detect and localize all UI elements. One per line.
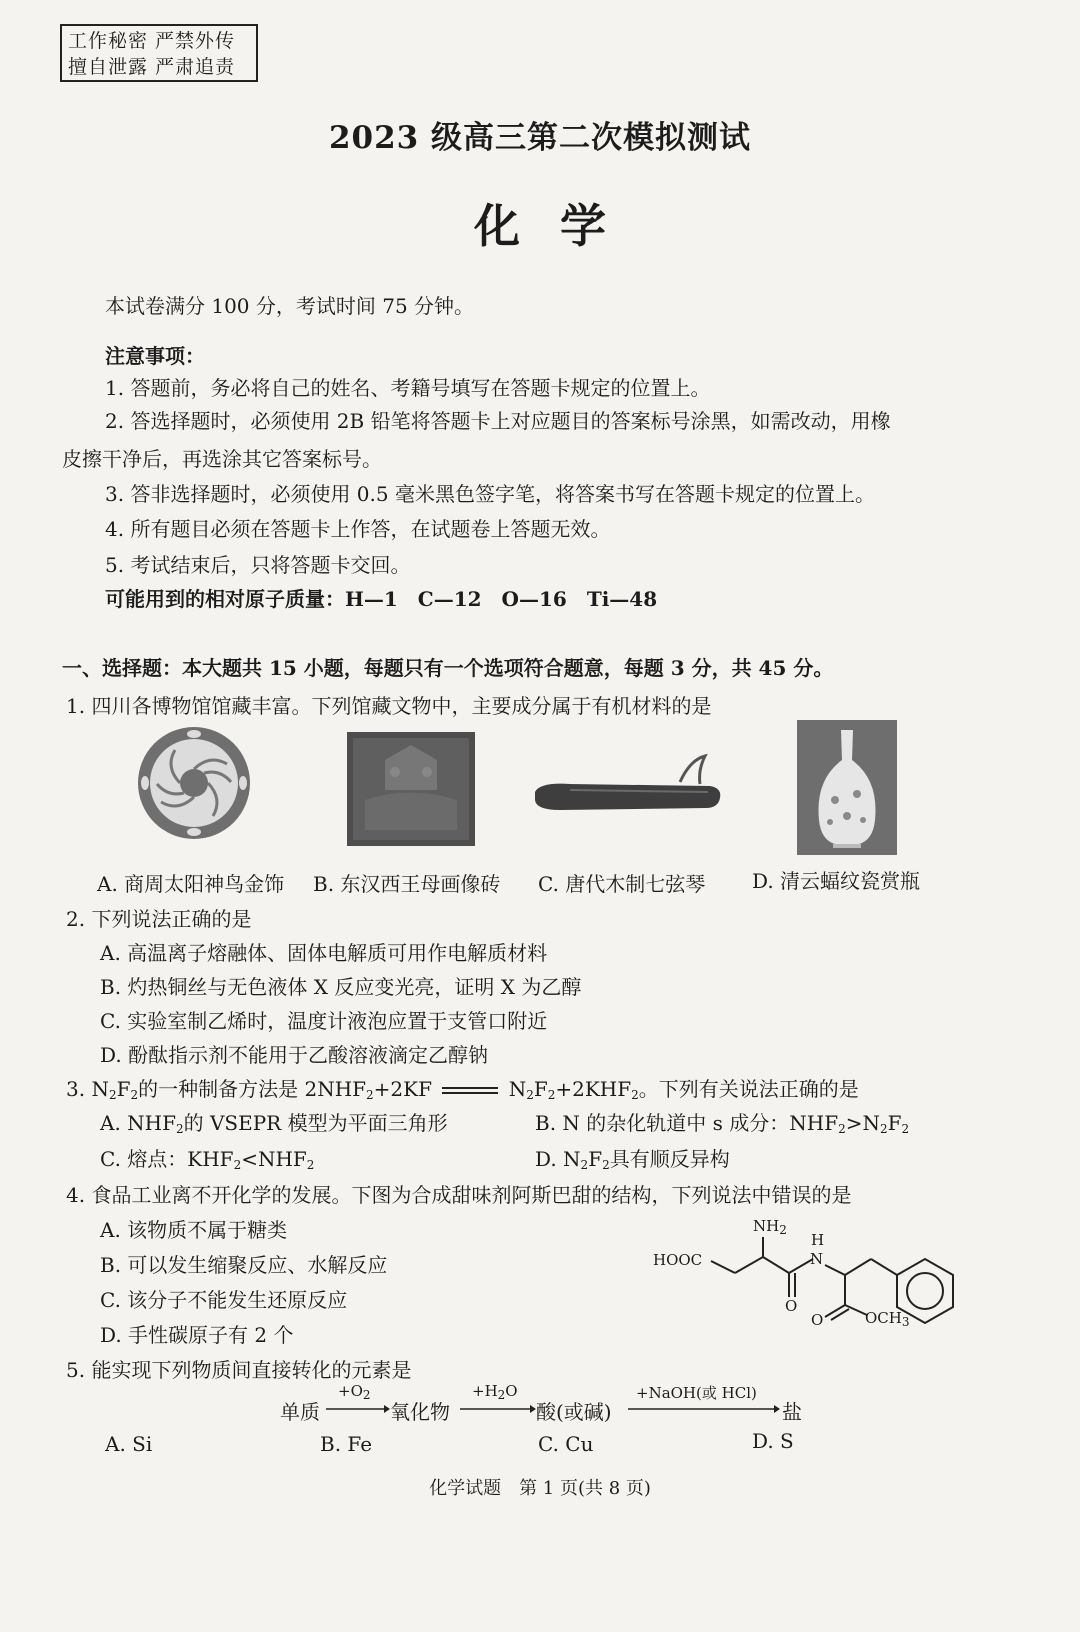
q3-option-d: D. $N_2F_2$具有顺反异构 [535, 1147, 730, 1172]
exam-info: 本试卷满分 100 分，考试时间 75 分钟。 [105, 294, 475, 318]
notice-3: 3. 答非选择题时，必须使用 0.5 毫米黑色签字笔，将答案书写在答题卡规定的位置上。 [105, 482, 875, 506]
arrow1-label: $+O_2$ [338, 1382, 371, 1402]
q5-option-b: B. Fe [320, 1432, 373, 1456]
och3-label: $OCH_3$ [865, 1309, 910, 1329]
q3-option-a: A. $NHF_2$的 VSEPR 模型为平面三角形 [100, 1111, 448, 1136]
q3-stem: 3. $N_2F_2$的一种制备方法是 $2NHF_2+2KF$ $N_2F_2+2KHF_2$。下列有关说法正确的是 [66, 1077, 859, 1102]
q3-option-c: C. 熔点：$KHF_2<NHF_2$ [100, 1147, 315, 1172]
q4-option-a: A. 该物质不属于糖类 [100, 1218, 288, 1242]
q4-option-b: B. 可以发生缩聚反应、水解反应 [100, 1253, 388, 1277]
q5-option-a: A. Si [105, 1432, 153, 1456]
stamp-line-1: 工作秘密 严禁外传 [68, 30, 236, 52]
stamp-line-2: 擅自泄露 严肃追责 [68, 56, 236, 78]
confidential-stamp [60, 24, 258, 82]
q3-option-b: B. N 的杂化轨道中 s 成分：$NHF_2>N_2F_2$ [535, 1111, 910, 1136]
carbonyl-o-label: O [785, 1297, 798, 1315]
arrow2-label: $+H_2O$ [472, 1382, 518, 1402]
brick-image [345, 730, 477, 848]
q2-stem: 2. 下列说法正确的是 [66, 907, 252, 931]
q5-option-d: D. S [752, 1429, 794, 1453]
q2-option-d: D. 酚酞指示剂不能用于乙酸溶液滴定乙醇钠 [100, 1043, 489, 1067]
chain-oxide: 氧化物 [390, 1400, 450, 1424]
hooc-label: HOOC [653, 1251, 703, 1269]
chain-salt: 盐 [782, 1400, 802, 1424]
arrow3 [628, 1404, 780, 1414]
n-label: N [810, 1250, 824, 1268]
q2-option-a: A. 高温离子熔融体、固体电解质可用作电解质材料 [100, 941, 548, 965]
ester-o-label: O [811, 1311, 824, 1329]
chain-elemental: 单质 [280, 1400, 320, 1424]
notice-heading: 注意事项： [105, 344, 205, 368]
equals-sign [442, 1087, 498, 1094]
exam-title: 2023 级高三第二次模拟测试 [328, 120, 752, 156]
q4-option-c: C. 该分子不能发生还原反应 [100, 1288, 348, 1312]
notice-2: 2. 答选择题时，必须使用 2B 铅笔将答题卡上对应题目的答案标号涂黑，如需改动，用橡 [105, 409, 891, 433]
q4-stem: 4. 食品工业离不开化学的发展。下图为合成甜味剂阿斯巴甜的结构，下列说法中错误的是 [66, 1183, 852, 1207]
q1-option-c: C. 唐代木制七弦琴 [538, 872, 706, 896]
nh2-label: $NH_2$ [753, 1217, 787, 1237]
subject-title: 化学 [474, 199, 646, 253]
arrow2 [460, 1404, 536, 1414]
notice-5: 5. 考试结束后，只将答题卡交回。 [105, 553, 411, 577]
q1-stem: 1. 四川各博物馆馆藏丰富。下列馆藏文物中，主要成分属于有机材料的是 [66, 694, 712, 718]
page-footer: 化学试题 第 1 页(共 8 页) [429, 1478, 651, 1499]
arrow1 [326, 1404, 390, 1414]
gold-sunbird-image [135, 724, 253, 842]
porcelain-vase-image [797, 720, 897, 855]
q1-option-b: B. 东汉西王母画像砖 [313, 872, 501, 896]
aspartame-structure [645, 1215, 965, 1335]
arrow3-label: +NaOH(或 HCl) [636, 1384, 757, 1402]
q5-stem: 5. 能实现下列物质间直接转化的元素是 [66, 1358, 412, 1382]
atomic-mass: 可能用到的相对原子质量：H—1 C—12 O—16 Ti—48 [105, 587, 658, 611]
section-heading: 一、选择题：本大题共 15 小题，每题只有一个选项符合题意，每题 3 分，共 45 分。 [62, 656, 834, 680]
notice-1: 1. 答题前，务必将自己的姓名、考籍号填写在答题卡规定的位置上。 [105, 376, 711, 400]
chain-acid-base: 酸(或碱) [536, 1400, 612, 1424]
q5-option-c: C. Cu [538, 1432, 594, 1456]
q4-option-d: D. 手性碳原子有 2 个 [100, 1323, 294, 1347]
conversion-chain [280, 1384, 810, 1424]
q2-option-c: C. 实验室制乙烯时，温度计液泡应置于支管口附近 [100, 1009, 548, 1033]
guqin-image [530, 752, 725, 822]
notice-2-cont: 皮擦干净后，再选涂其它答案标号。 [62, 447, 382, 471]
q1-option-d: D. 清云蝠纹瓷赏瓶 [752, 869, 921, 893]
notice-4: 4. 所有题目必须在答题卡上作答，在试题卷上答题无效。 [105, 517, 611, 541]
q1-option-a: A. 商周太阳神鸟金饰 [97, 872, 285, 896]
q2-option-b: B. 灼热铜丝与无色液体 X 反应变光亮，证明 X 为乙醇 [100, 975, 582, 999]
h-label: H [811, 1231, 825, 1249]
